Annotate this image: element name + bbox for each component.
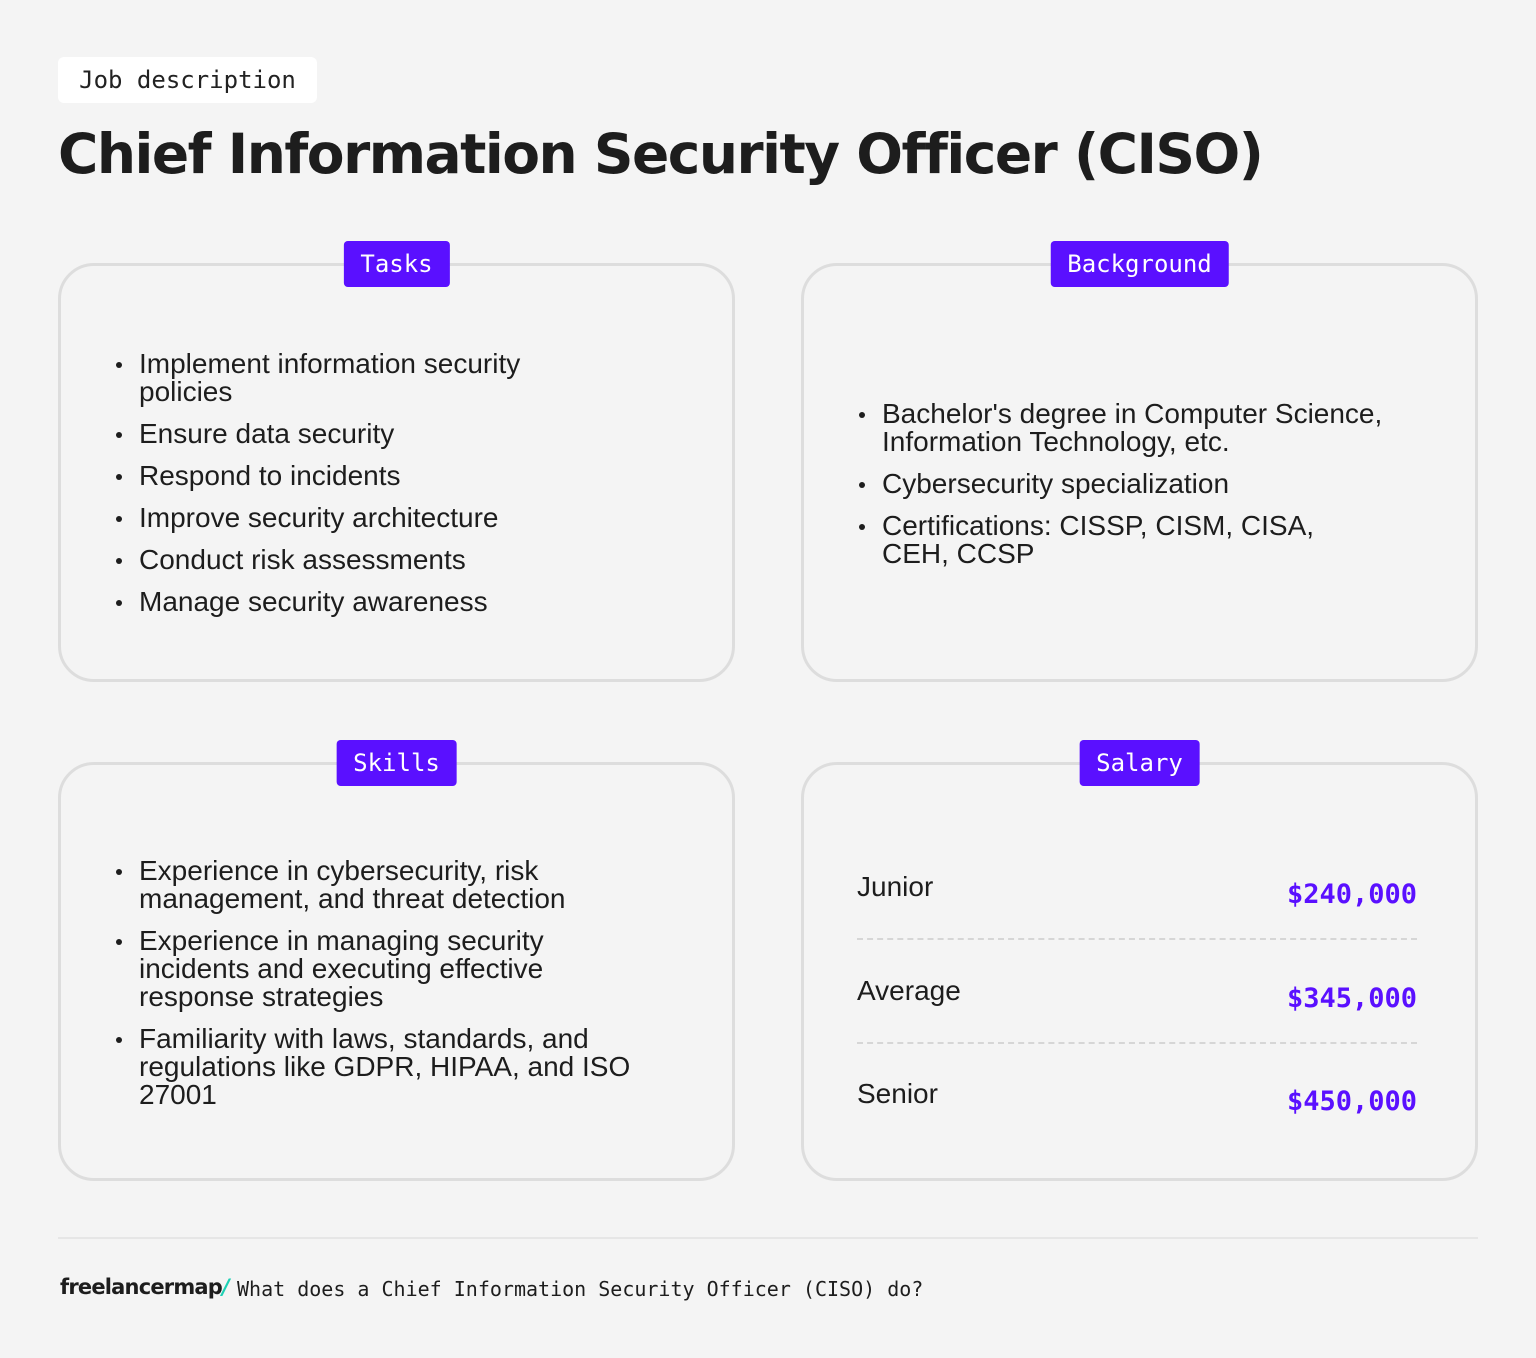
list-item: Bachelor's degree in Computer Science, Information Technology, etc. — [882, 400, 1402, 456]
background-list — [882, 400, 1405, 582]
list-item: Respond to incidents — [139, 462, 662, 490]
brand-slash: / — [222, 1275, 229, 1299]
skills-badge: Skills — [336, 740, 457, 786]
salary-row-average — [857, 971, 1417, 1014]
salary-card — [801, 749, 1478, 1181]
brand-logo — [60, 1272, 229, 1302]
list-item: Experience in managing security incidents and executing effective response strategies — [139, 927, 609, 1011]
footer-divider — [58, 1237, 1478, 1239]
salary-amount: $450,000 — [1286, 1086, 1417, 1117]
list-item: Implement information security policies — [139, 350, 579, 406]
salary-amount: $345,000 — [1286, 983, 1417, 1014]
skills-card — [58, 749, 735, 1181]
salary-row-senior — [857, 1074, 1417, 1117]
list-item: Cybersecurity specialization — [882, 470, 1405, 498]
list-item: Familiarity with laws, standards, and regulations like GDPR, HIPAA, and ISO 27001 — [139, 1025, 639, 1109]
tasks-badge: Tasks — [343, 241, 449, 287]
list-item: Manage security awareness — [139, 588, 662, 616]
tasks-card — [58, 250, 735, 682]
salary-divider — [857, 1042, 1417, 1044]
salary-row-junior — [857, 867, 1417, 910]
list-item: Ensure data security — [139, 420, 662, 448]
skills-list — [139, 857, 662, 1123]
job-description-tag: Job description — [58, 57, 317, 103]
footer-caption: What does a Chief Information Security Officer (CISO) do? — [237, 1277, 924, 1301]
tasks-list — [139, 350, 662, 630]
salary-divider — [857, 938, 1417, 940]
salary-level: Senior — [857, 1078, 938, 1109]
brand-name: freelancermap — [60, 1275, 223, 1299]
background-card — [801, 250, 1478, 682]
page-title: Chief Information Security Officer (CISO) — [58, 122, 1263, 186]
list-item: Experience in cybersecurity, risk management, and threat detection — [139, 857, 629, 913]
salary-badge: Salary — [1079, 740, 1200, 786]
salary-level: Junior — [857, 871, 934, 902]
list-item: Certifications: CISSP, CISM, CISA, CEH, CCSP — [882, 512, 1352, 568]
background-badge: Background — [1050, 241, 1229, 287]
list-item: Conduct risk assessments — [139, 546, 662, 574]
salary-level: Average — [857, 975, 961, 1006]
list-item: Improve security architecture — [139, 504, 662, 532]
salary-amount: $240,000 — [1286, 879, 1417, 910]
